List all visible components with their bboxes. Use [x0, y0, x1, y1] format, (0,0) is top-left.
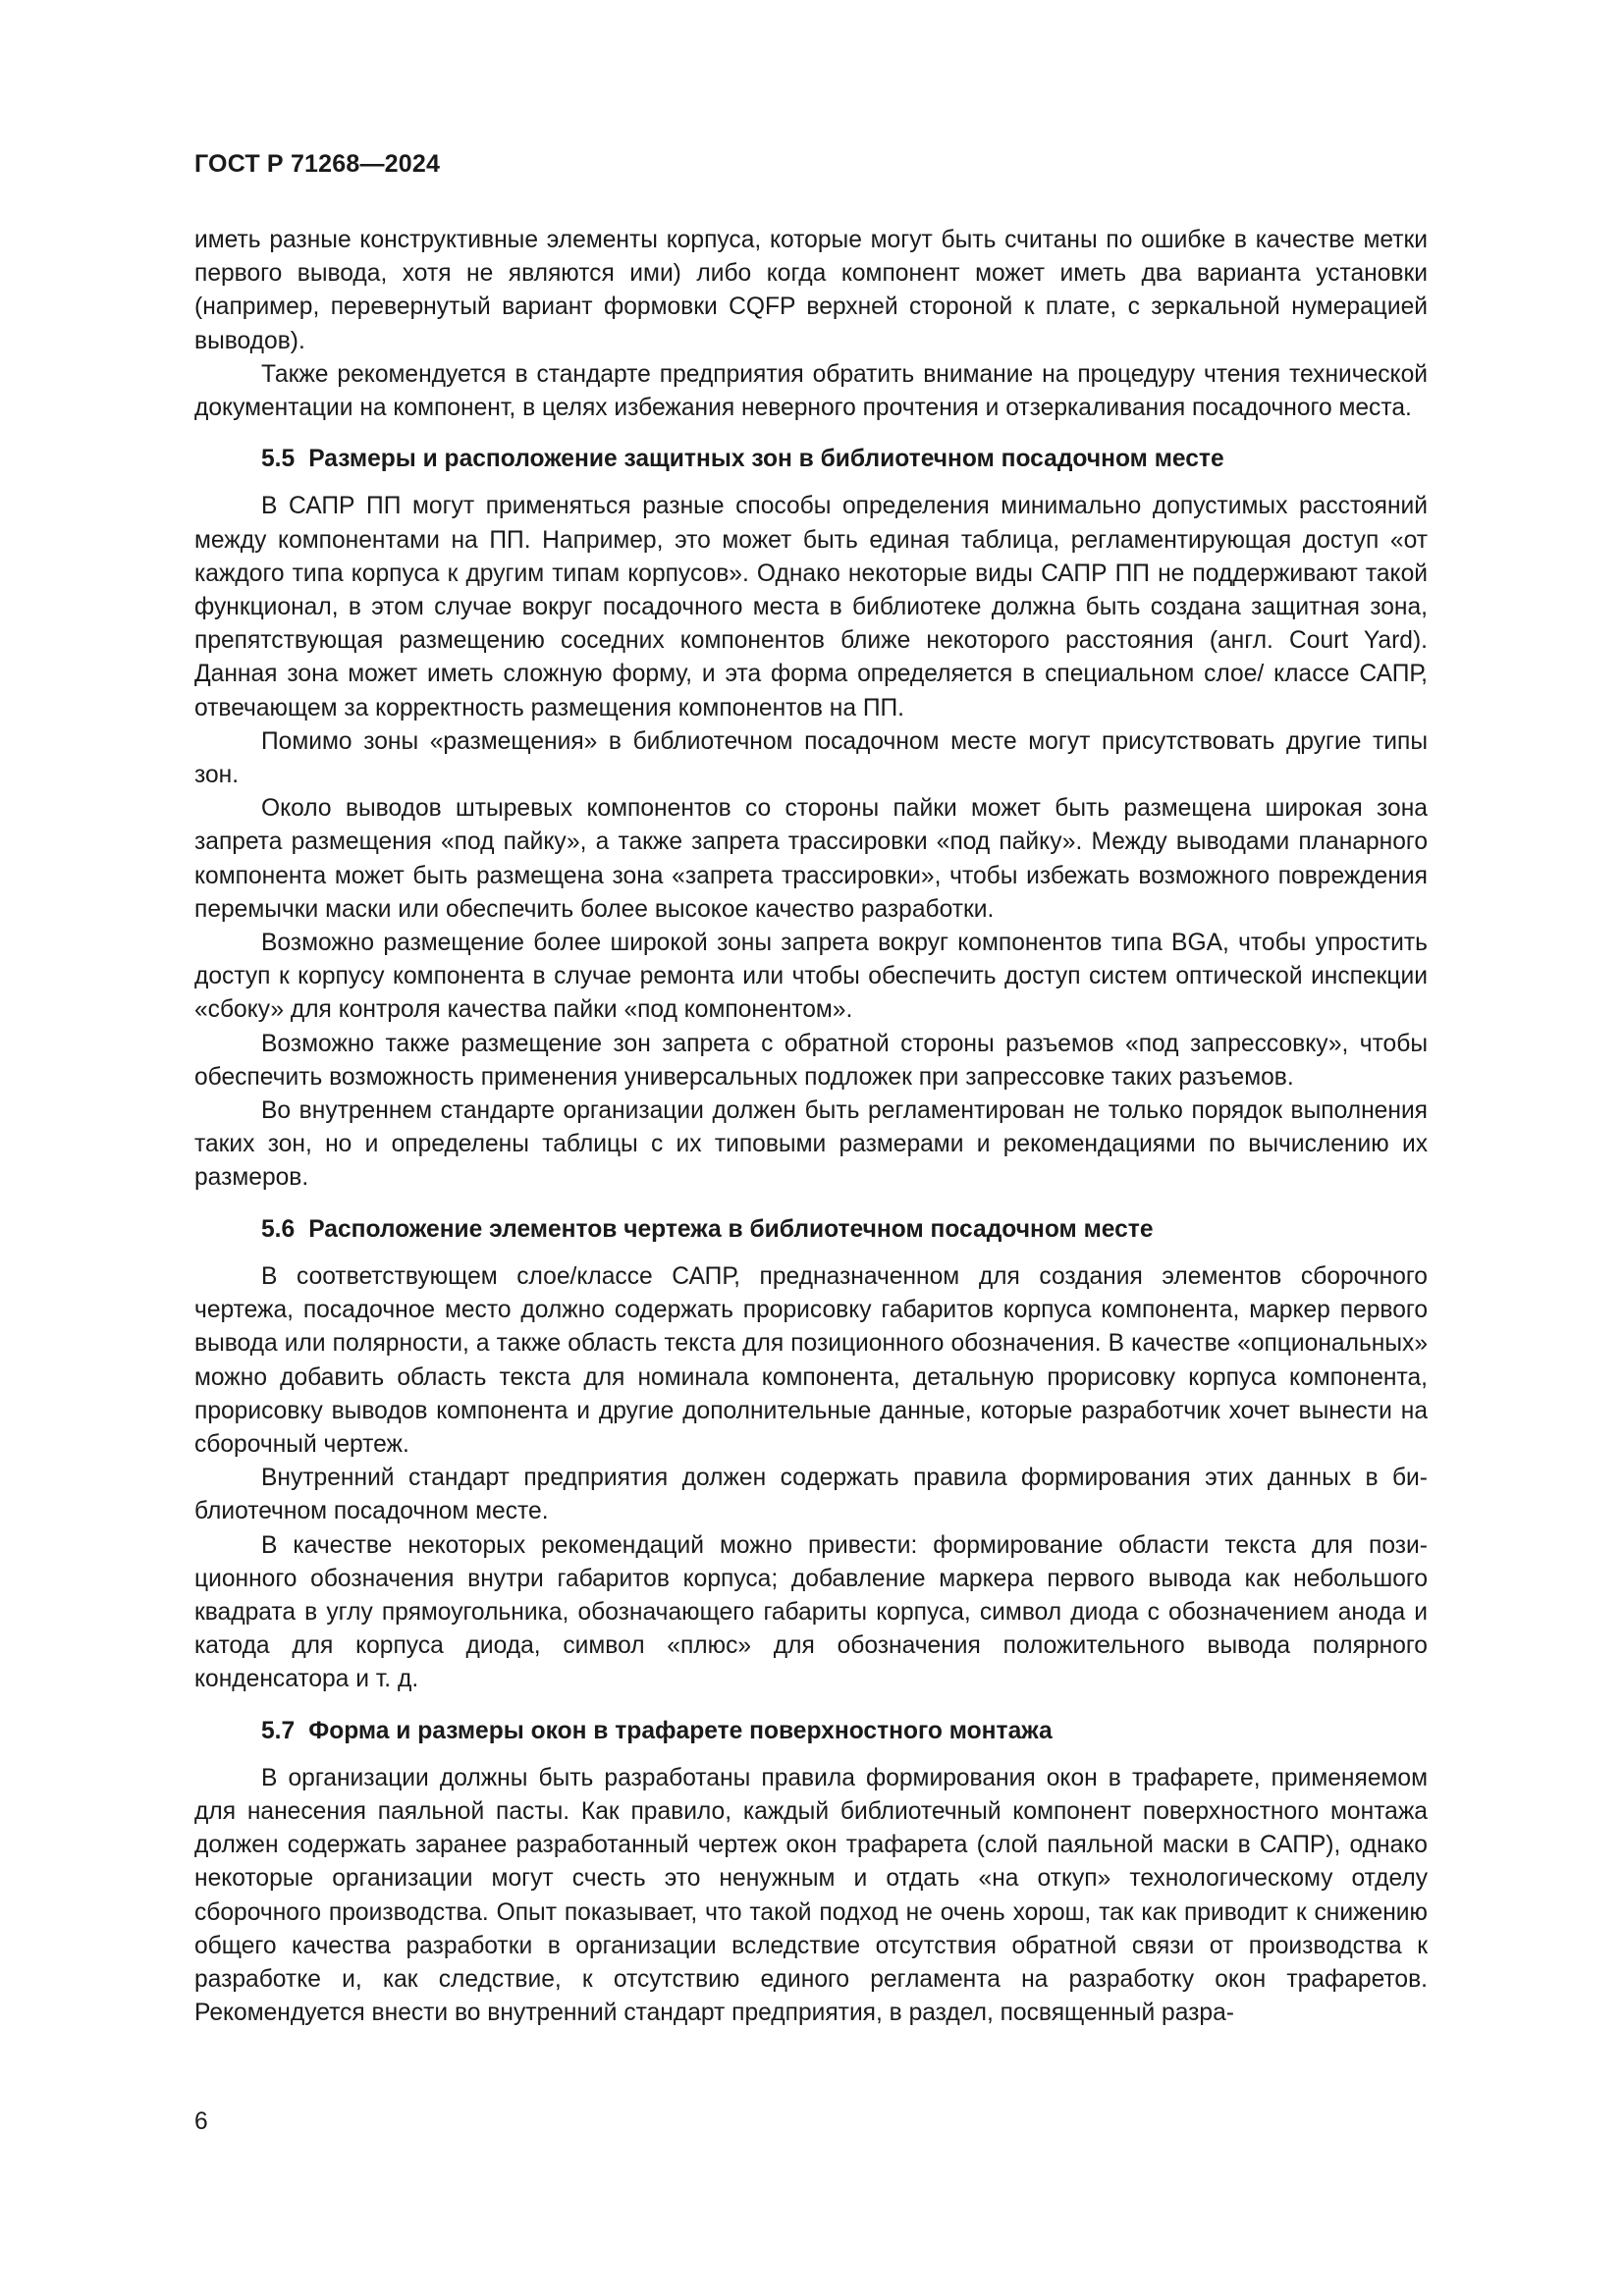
paragraph: Помимо зоны «размещения» в библиотечном посадочном месте могут присутствовать другие типы зон. [194, 727, 1428, 789]
paragraph: В качестве некоторых рекомендаций можно привести: формирование области текста для позиционного обозначения внутри габаритов корпуса; добавление маркера первого вывода как небольшого квадрата в углу прямоугольника, обозначающего габариты корпуса, символ диода с обозначением анода и катода для корпуса диода, символ «плюс» для обозначения положительного вывода полярного конденсатора и т. д. [194, 1531, 1428, 1693]
section-title: Форма и размеры окон в трафарете поверхностного монтажа [308, 1717, 1053, 1744]
paragraph: иметь разные конструктивные элементы корпуса, которые могут быть считаны по ошибке в качестве метки первого вывода, хотя не являются ими) либо когда компонент может иметь два варианта установки (например, перевернутый вариант формовки CQFP верхней стороной к плате, с зеркальной нумерацией выводов). [194, 227, 1428, 354]
paragraph: Около выводов штыревых компонентов со стороны пайки может быть размещена широкая зона запрета размещения «под пайку», а также запрета трассировки «под пайку». Между выводами планарного компонента может быть размещена зона «запрета трассировки», чтобы избежать возможного повреждения перемычки маски или обеспечить более высокое качество разработки. [194, 795, 1428, 923]
paragraph: Возможно размещение более широкой зоны запрета вокруг компонентов типа BGA, чтобы упростить доступ к корпусу компонента в случае ремонта или чтобы обеспечить доступ систем оптической инспекции «сбоку» для контроля качества пайки «под компонентом». [194, 930, 1428, 1024]
section-heading-5-5 [194, 443, 1428, 476]
section-number: 5.6 [261, 1215, 296, 1243]
section-title: Расположение элементов чертежа в библиотечном посадочном месте [308, 1215, 1154, 1243]
paragraph: Возможно также размещение зон запрета с обратной стороны разъемов «под запрессовку», чтобы обеспечить возможность применения универсальных подложек при запрессовке таких разъемов. [194, 1030, 1428, 1091]
paragraph: В САПР ПП могут применяться разные способы определения минимально допустимых расстояний между компонентами на ПП. Например, это может быть единая таблица, регламентирующая доступ «от каждого типа корпуса к другим типам корпусов». Однако некоторые виды САПР ПП не поддерживают такой функционал, в этом случае вокруг посадочного места в библиотеке должна быть создана защитная зона, препятствующая размещению соседних компонентов ближе некоторого расстояния (англ. Court Yard). Данная зона может иметь сложную форму, и эта форма определяется в специальном слое/ классе САПР, отвечающем за корректность размещения компонентов на ПП. [194, 493, 1428, 721]
section-number: 5.5 [261, 446, 296, 473]
paragraph: В организации должны быть разработаны правила формирования окон в трафарете, применяемом для нанесения паяльной пасты. Как правило, каждый библиотечный компонент поверхностного монтажа должен содержать заранее разработанный чертеж окон трафарета (слой паяльной маски в САПР), однако некоторые организации могут счесть это ненужным и отдать «на откуп» технологическому отделу сборочного производства. Опыт показывает, что такой подход не очень хорош, так как приводит к снижению общего качества разработки в организации вследствие отсутствия обратной связи от производства к разработке и, как следствие, к отсутствию единого регламента на разработку окон трафаретов. Рекомендуется внести во внутренний стандарт предприятия, в раздел, посвященный разра- [194, 1764, 1428, 2027]
document-body [194, 224, 1428, 2030]
section-heading-5-7 [194, 1715, 1428, 1748]
paragraph: В соответствующем слое/классе САПР, предназначенном для создания элементов сборочного чертежа, посадочное место должно содержать прорисовку габаритов корпуса компонента, маркер первого вывода или полярности, а также область текста для позиционного обозначения. В качестве «опциональных» можно добавить область текста для номинала компонента, детальную прорисовку корпуса компонента, прорисовку выводов компонента и другие дополнительные данные, которые разработчик хочет вынести на сборочный чертеж. [194, 1262, 1428, 1458]
paragraph: Во внутреннем стандарте организации должен быть регламентирован не только порядок выполнения таких зон, но и определены таблицы с их типовыми размерами и рекомендациями по вычислению их размеров. [194, 1097, 1428, 1192]
paragraph: Внутренний стандарт предприятия должен содержать правила формирования этих данных в библиотечном посадочном месте. [194, 1465, 1428, 1525]
document-header: ГОСТ Р 71268—2024 [194, 150, 441, 178]
page-number: 6 [194, 2109, 208, 2135]
section-heading-5-6 [194, 1213, 1428, 1247]
section-title: Размеры и расположение защитных зон в библиотечном посадочном месте [308, 446, 1224, 473]
section-number: 5.7 [261, 1717, 296, 1744]
paragraph: Также рекомендуется в стандарте предприятия обратить внимание на процедуру чтения технической документации на компонент, в целях избежания неверного прочтения и отзеркаливания посадочного места. [194, 360, 1428, 422]
